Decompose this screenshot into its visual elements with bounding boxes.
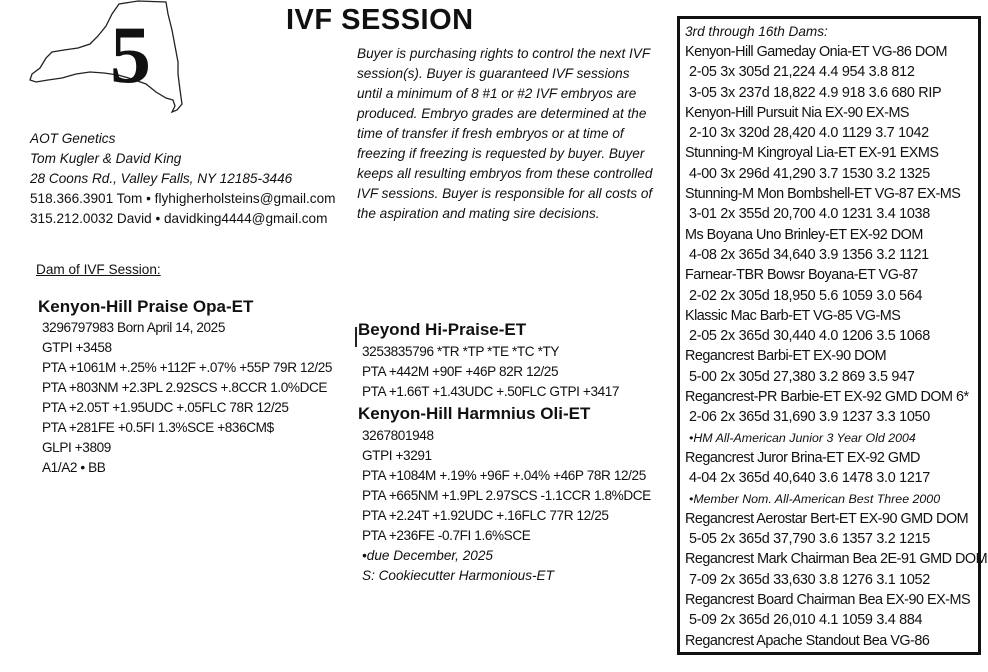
description-line: keeps all resulting embryos from these controlled: [357, 166, 653, 181]
pedigree-entries: [685, 42, 988, 651]
pedigree-dam-name: Ms Boyana Uno Brinley-ET EX-92 DOM: [685, 226, 923, 243]
dam-of-sire-stat-line: PTA +665NM +1.9PL 2.97SCS -1.1CCR 1.8%DCE: [362, 488, 651, 503]
pedigree-dam-name: Stunning-M Kingroyal Lia-ET EX-91 EXMS: [685, 145, 939, 162]
dam-of-sire-stat-line: PTA +1084M +.19% +96F +.04% +46P 78R 12/25: [362, 468, 646, 483]
seller-info: [30, 129, 335, 229]
pedigree-record: 2-02 2x 305d 18,950 5.6 1059 3.0 564: [689, 287, 923, 304]
dam-of-sire-stat-line: PTA +236FE -0.7FI 1.6%SCE: [362, 528, 531, 543]
pedigree-header: 3rd through 16th Dams:: [685, 24, 828, 39]
pedigree-connector: [355, 327, 357, 347]
sire-name: Beyond Hi-Praise-ET: [358, 320, 527, 339]
description-line: time of transfer if fresh embryos or at time of: [357, 126, 624, 141]
dam-stat-line: PTA +1061M +.25% +112F +.07% +55P 79R 12/25: [42, 360, 333, 375]
lot-number: 5: [110, 9, 151, 100]
dam-of-sire-stat-line: GTPI +3291: [362, 448, 432, 463]
description-line: freezing if freezing is requested by buyer. Buyer: [357, 146, 645, 161]
extended-pedigree: [685, 22, 988, 651]
pedigree-record: 2-05 3x 305d 21,224 4.4 954 3.8 812: [689, 64, 915, 81]
pedigree-note: •Member Nom. All-American Best Three 2000: [689, 491, 941, 506]
pedigree-record: 5-05 2x 365d 37,790 3.6 1357 3.2 1215: [689, 531, 930, 548]
pedigree-record: 5-00 2x 305d 27,380 3.2 869 3.5 947: [689, 368, 915, 385]
pedigree-record: 2-06 2x 365d 31,690 3.9 1237 3.3 1050: [689, 409, 930, 426]
pedigree-dam-name: Kenyon-Hill Gameday Onia-ET VG-86 DOM: [685, 44, 947, 60]
pedigree-record: 5-09 2x 365d 26,010 4.1 1059 3.4 884: [689, 612, 923, 629]
description-line: the aspiration and mating sire decisions.: [357, 206, 600, 221]
pedigree-record: 4-08 2x 365d 34,640 3.9 1356 3.2 1121: [689, 246, 929, 263]
pedigree-record: 2-05 2x 365d 30,440 4.0 1206 3.5 1068: [689, 328, 930, 345]
seller-address: 28 Coons Rd., Valley Falls, NY 12185-3446: [30, 171, 293, 186]
seller-contact-tom: 518.366.3901 Tom • flyhigherholsteins@gmail.com: [30, 191, 336, 206]
pedigree-dam-name: Regancrest Board Chairman Bea EX-90 EX-MS: [685, 592, 971, 609]
pedigree-note: •HM All-American Junior 3 Year Old 2004: [689, 430, 916, 445]
dam-stat-line: PTA +2.05T +1.95UDC +.05FLC 78R 12/25: [42, 400, 289, 415]
dam-stat-line: GTPI +3458: [42, 340, 112, 355]
pedigree-record: 4-00 3x 296d 41,290 3.7 1530 3.2 1325: [689, 165, 930, 182]
description-line: produced. Embryo grades are determined at the: [357, 106, 647, 121]
pedigree-dam-name: Farnear-TBR Bowsr Boyana-ET VG-87: [685, 267, 918, 284]
sire-block: [358, 318, 651, 586]
pedigree-dam-name: Regancrest Apache Standout Bea VG-86: [685, 632, 930, 649]
dam-of-sire-stat-line: PTA +2.24T +1.92UDC +.16FLC 77R 12/25: [362, 508, 609, 523]
page-title: IVF SESSION: [286, 4, 474, 36]
description-line: Buyer is purchasing rights to control the next IVF: [357, 46, 651, 61]
pedigree-dam-name: Regancrest Juror Brina-ET EX-92 GMD: [685, 449, 920, 466]
pedigree-dam-name: Regancrest Barbi-ET EX-90 DOM: [685, 348, 887, 365]
dam-name: Kenyon-Hill Praise Opa-ET: [38, 297, 254, 316]
pedigree-dam-name: Regancrest Aerostar Bert-ET EX-90 GMD DOM: [685, 510, 969, 527]
due-date-note: •due December, 2025: [362, 548, 493, 563]
description-line: IVF sessions. Buyer is responsible for all costs of: [357, 186, 653, 201]
pedigree-record: 7-09 2x 365d 33,630 3.8 1276 3.1 1052: [689, 571, 930, 588]
pedigree-dam-name: Stunning-M Mon Bombshell-ET VG-87 EX-MS: [685, 186, 961, 203]
dam-of-sire-name: Kenyon-Hill Harmnius Oli-ET: [358, 404, 591, 423]
service-sire-note: S: Cookiecutter Harmonious-ET: [362, 568, 554, 583]
description-line: session(s). Buyer is guaranteed IVF sessions: [357, 66, 630, 81]
seller-farm: AOT Genetics: [30, 131, 116, 146]
dam-stat-line: 3296797983 Born April 14, 2025: [42, 320, 226, 335]
dam-stat-line: A1/A2 • BB: [42, 460, 106, 475]
description-line: until a minimum of 8 #1 or #2 IVF embryos are: [357, 86, 637, 101]
terms-description: [357, 44, 657, 224]
new-york-state-map: [26, 0, 184, 120]
pedigree-dam-name: Klassic Mac Barb-ET VG-85 VG-MS: [685, 307, 901, 324]
pedigree-record: 4-04 2x 365d 40,640 3.6 1478 3.0 1217: [689, 470, 930, 487]
dam-stat-line: PTA +803NM +2.3PL 2.92SCS +.8CCR 1.0%DCE: [42, 380, 328, 395]
sire-stat-line: PTA +1.66T +1.43UDC +.50FLC GTPI +3417: [362, 384, 620, 399]
sire-stat-line: 3253835796 *TR *TP *TE *TC *TY: [362, 344, 560, 359]
dam-section-header: Dam of IVF Session:: [36, 262, 161, 277]
seller-contact-david: 315.212.0032 David • davidking4444@gmail.com: [30, 211, 328, 226]
pedigree-record: 3-01 2x 355d 20,700 4.0 1231 3.4 1038: [689, 206, 930, 223]
dam-block: [38, 296, 332, 478]
sire-stat-line: PTA +442M +90F +46P 82R 12/25: [362, 364, 559, 379]
seller-names: Tom Kugler & David King: [30, 151, 182, 166]
pedigree-dam-name: Regancrest Mark Chairman Bea 2E-91 GMD DOM: [685, 551, 988, 568]
dam-stat-line: PTA +281FE +0.5FI 1.3%SCE +836CM$: [42, 420, 274, 435]
dam-stat-line: GLPI +3809: [42, 440, 111, 455]
dam-of-sire-stat-line: 3267801948: [362, 428, 434, 443]
pedigree-record: 3-05 3x 237d 18,822 4.9 918 3.6 680 RIP: [689, 84, 942, 101]
pedigree-dam-name: Kenyon-Hill Pursuit Nia EX-90 EX-MS: [685, 104, 910, 121]
pedigree-dam-name: Regancrest-PR Barbie-ET EX-92 GMD DOM 6*: [685, 389, 969, 406]
pedigree-record: 2-10 3x 320d 28,420 4.0 1129 3.7 1042: [689, 125, 929, 142]
